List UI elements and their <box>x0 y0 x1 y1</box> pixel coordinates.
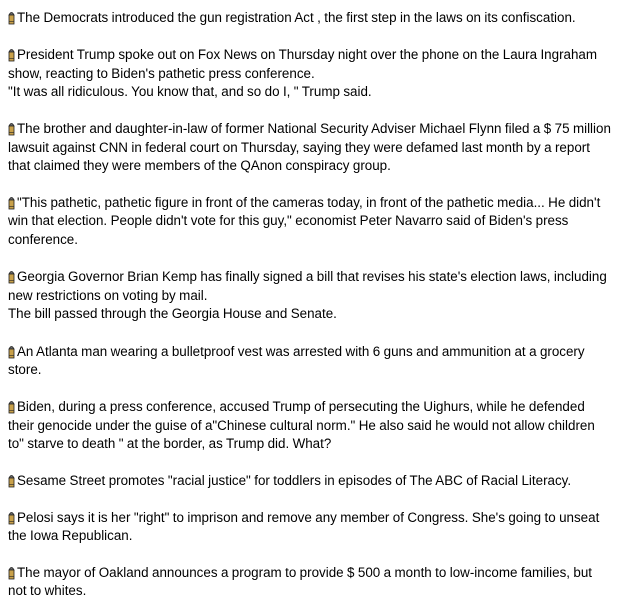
news-item-text: Biden, during a press conference, accused Trump of persecuting the Uighurs, while he defended their genocide under the guise of a"Chinese cultural norm." He also said he would not allow children to" starve to death " at the border, as Trump did. What? <box>8 399 595 452</box>
news-item-6 <box>8 343 614 380</box>
news-list <box>8 9 614 601</box>
news-item-text: The Democrats introduced the gun registration Act , the first step in the laws on its confiscation. <box>17 10 576 25</box>
news-item-10 <box>8 564 614 601</box>
news-item-8 <box>8 472 614 491</box>
news-item-text: President Trump spoke out on Fox News on Thursday night over the phone on the Laura Ingraham show, reacting to Biden's pathetic press conference. <box>8 47 598 81</box>
news-item-5 <box>8 268 614 324</box>
news-item-3 <box>8 120 614 176</box>
bullet-cartridge-icon <box>8 473 15 488</box>
news-item-text: Sesame Street promotes "racial justice" for toddlers in episodes of The ABC of Racial Literacy. <box>17 473 572 489</box>
bullet-cartridge-icon <box>8 121 15 136</box>
news-item-text: "This pathetic, pathetic figure in front of the cameras today, in front of the pathetic media... He didn't win that election. People didn't vote for this guy," economist Peter Navarro said of Biden's press conference. <box>8 194 601 247</box>
news-item-9 <box>8 509 614 546</box>
news-item-text: The mayor of Oakland announces a program to provide $ 500 a month to low-income families, but not to whites. <box>8 564 593 599</box>
bullet-cartridge-icon <box>8 269 15 284</box>
news-item-quote: "It was all ridiculous. You know that, and so do I, " Trump said. <box>8 84 372 100</box>
news-item-1 <box>8 9 614 28</box>
news-item-text: Georgia Governor Brian Kemp has finally signed a bill that revises his state's election laws, including new restrictions on voting by mail. <box>8 269 607 303</box>
bullet-cartridge-icon <box>8 195 15 210</box>
news-item-text: The brother and daughter-in-law of former National Security Adviser Michael Flynn filed a $ 75 million lawsuit against CNN in federal court on Thursday, saying they were defamed last month by a report that claimed they were members of the QAnon conspiracy group. <box>8 120 611 174</box>
news-item-2 <box>8 46 614 102</box>
news-item-text: An Atlanta man wearing a bulletproof vest was arrested with 6 guns and ammunition at a grocery store. <box>8 343 585 378</box>
bullet-cartridge-icon <box>8 399 15 414</box>
bullet-cartridge-icon <box>8 344 15 359</box>
bullet-cartridge-icon <box>8 47 15 62</box>
news-item-4 <box>8 194 614 250</box>
news-item-7 <box>8 398 614 454</box>
news-item-followup: The bill passed through the Georgia House and Senate. <box>8 306 337 322</box>
news-item-text: Pelosi says it is her "right" to imprison and remove any member of Congress. She's going to unseat the Iowa Republican. <box>8 509 600 544</box>
bullet-cartridge-icon <box>8 10 15 25</box>
bullet-cartridge-icon <box>8 510 15 525</box>
bullet-cartridge-icon <box>8 565 15 580</box>
